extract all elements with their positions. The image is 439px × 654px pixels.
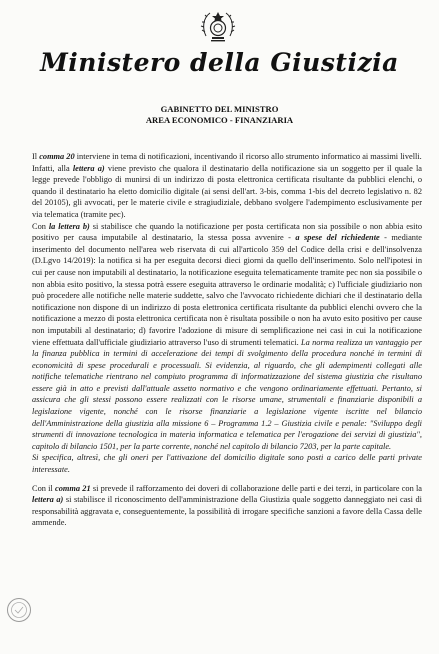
circular-stamp-icon <box>6 597 32 623</box>
office-line-cabinet: GABINETTO DEL MINISTRO <box>160 104 279 114</box>
paragraph-lettera-b: Con la lettera b) si stabilisce che quando la notificazione per posta certificata non sia possibile o non abbia esito positivo per causa imputabile al destinatario, la stessa possa avvenire - a spese del richiedente - mediante inserimento del documento nell'area web riservata di cui all'articolo 359 del Codice della crisi e dell'insolvenza (D.Lgvo 14/2019): la notifica si ha per eseguita decorsi dieci giorni da quello dell'inserimento. Solo nell'ipotesi in cui per cause non imputabili al destinatario, la notificazione eseguita telematicamente tramite pec non sia possibile o non abbia esito positivo, la stessa potrà essere eseguita attraverso le ordinarie modalità; c) l'ufficiale giudiziario non può procedere alle notifiche nelle materie suddette, salvo che l'avvocato richiedente dichiari che il destinatario della notificazione non dispone di un indirizzo di posta elettronica certificata risultante da pubblici elenchi ovvero che la notificazione a mezzo di posta elettronica certificata non è risultata possibile o non ha avuto esito positivo per cause non imputabili al destinatario; d) favorire l'adozione di misure di semplificazione nei casi in cui la notificazione viene effettuata dall'ufficiale giudiziario attraverso l'uso di strumenti telematici. La norma realizza un vantaggio per la finanza pubblica in termini di accelerazione dei tempi di svolgimento della procedura nonché in termini di economicità di spese procedurali e processuali. Si evidenzia, al riguardo, che gli adempimenti collegati alle notifiche telematiche rientrano nel compiuto programma di informatizzazione del sistema giustizia che risultano essere già in atto e previsti dall'attuale assetto normativo e che vengono ordinariamente effettuati. Pertanto, si assicura che gli stessi possono essere realizzati con le risorse umane, strumentali e finanziarie disponibili a legislazione vigente, nonché con le risorse finanziarie a legislazione vigente iscritte nel bilancio dell'Amministrazione della giustizia alla missione 6 – Programma 1.2 – Giustizia civile e penale: "Sviluppo degli strumenti di innovazione tecnologica in materia informatica e telematica per l'erogazione dei servizi di giustizia", capitolo di bilancio 1501, per la parte corrente, nonché nel capitolo di bilancio 7203, per la parte capitale. <box>32 221 423 451</box>
office-heading <box>0 104 439 126</box>
paragraph-oneri: Si specifica, altresì, che gli oneri per l'attivazione del domicilio digitale sono posti a carico delle parti private interessate. <box>32 453 422 475</box>
paragraph-comma-21: Con il comma 21 si prevede il rafforzamento dei doveri di collaborazione delle parti e dei terzi, in particolare con la lettera a) si stabilisce il riconoscimento dell'amministrazione della Giustizia quale soggetto danneggiato nei casi di responsabilità aggravata e, conseguentemente, la possibilità di irrogare specifiche sanzioni a favore della Cassa delle ammende. <box>32 483 423 528</box>
office-line-area: AREA ECONOMICO - FINANZIARIA <box>145 115 294 125</box>
ministry-masthead: Ministero della Giustizia <box>40 48 399 77</box>
italian-republic-emblem-icon <box>197 6 239 48</box>
paragraph-lettera-a: Infatti, alla lettera a) viene previsto che qualora il destinatario della notificazione sia un soggetto per il quale la legge prevede l'obbligo di munirsi di un indirizzo di posta elettronica certificata risultante da pubblici elenchi, o quando il destinatario ha eletto domicilio digitale (ai sensi dell'art. 3-bis, comma 1-bis del decreto legislativo n. 82 del 20105), gli avvocati, per le materie civile e stragiudiziale, debbano svolgere l'adempimento esclusivamente per via telematica (tramite pec). <box>32 163 422 219</box>
document-body <box>32 151 422 529</box>
paragraph-comma-20: Il comma 20 interviene in tema di notificazioni, incentivando il ricorso allo strumento informatico ai massimi livelli. <box>32 152 422 161</box>
